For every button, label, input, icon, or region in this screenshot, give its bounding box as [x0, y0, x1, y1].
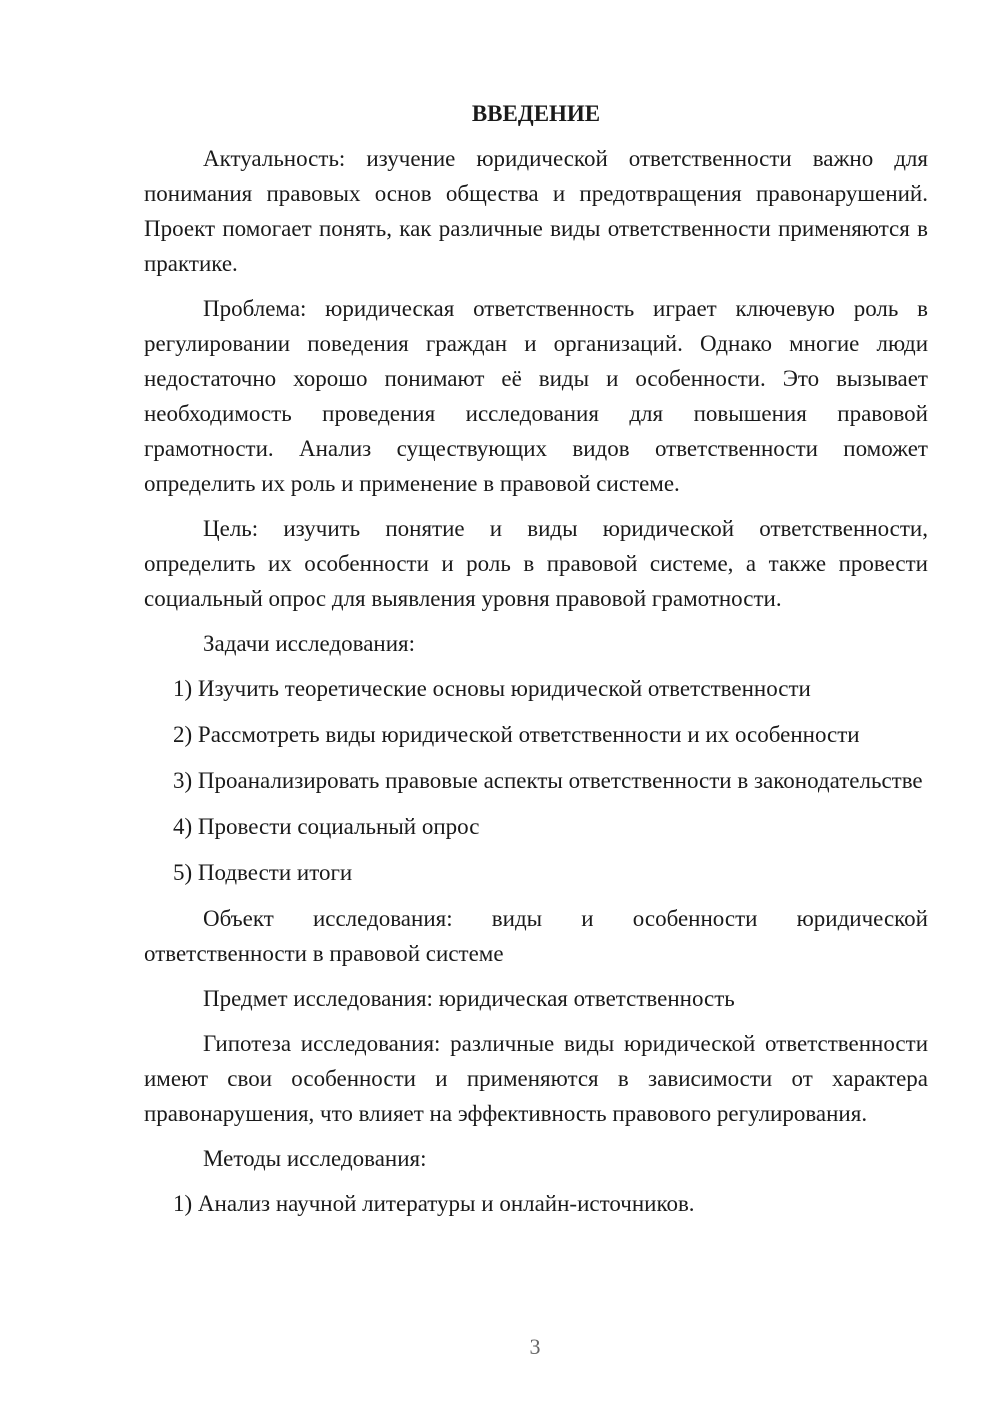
task-item: 3) Проанализировать правовые аспекты ответственности в законодательстве [173, 768, 923, 793]
page-number: 3 [529, 1334, 541, 1359]
task-item: 2) Рассмотреть виды юридической ответственности и их особенности [173, 722, 860, 747]
paragraph-goal: Цель: изучить понятие и виды юридической ответственности, определить их особенности и роль в правовой системе, а также провести социальный опрос для выявления уровня правовой грамотности. [144, 516, 928, 611]
method-item: 1) Анализ научной литературы и онлайн-источников. [173, 1191, 695, 1216]
methods-heading: Методы исследования: [203, 1146, 427, 1171]
paragraph-problem: Проблема: юридическая ответственность играет ключевую роль в регулировании поведения граждан и организаций. Однако многие люди недостаточно хорошо понимают её виды и особенности. Это вызывает необходимость проведения исследования для повышения правовой грамотности. Анализ существующих видов ответственности поможет определить их роль и применение в правовой системе. [144, 296, 928, 496]
tasks-heading: Задачи исследования: [203, 631, 416, 656]
paragraph-hypothesis: Гипотеза исследования: различные виды юридической ответственности имеют свои особенности и применяются в зависимости от характера правонарушения, что влияет на эффективность правового регулирования. [144, 1031, 928, 1126]
task-item: 5) Подвести итоги [173, 860, 353, 885]
section-title: ВВЕДЕНИЕ [471, 101, 601, 126]
task-item: 4) Провести социальный опрос [173, 814, 480, 839]
paragraph-subject: Предмет исследования: юридическая ответственность [203, 986, 735, 1011]
page-content [144, 96, 928, 1232]
paragraph-object: Объект исследования: виды и особенности юридической ответственности в правовой системе [144, 906, 928, 966]
task-item: 1) Изучить теоретические основы юридической ответственности [173, 676, 811, 701]
paragraph-relevance: Актуальность: изучение юридической ответственности важно для понимания правовых основ общества и предотвращения правонарушений. Проект помогает понять, как различные виды ответственности применяются в практике. [144, 146, 928, 276]
